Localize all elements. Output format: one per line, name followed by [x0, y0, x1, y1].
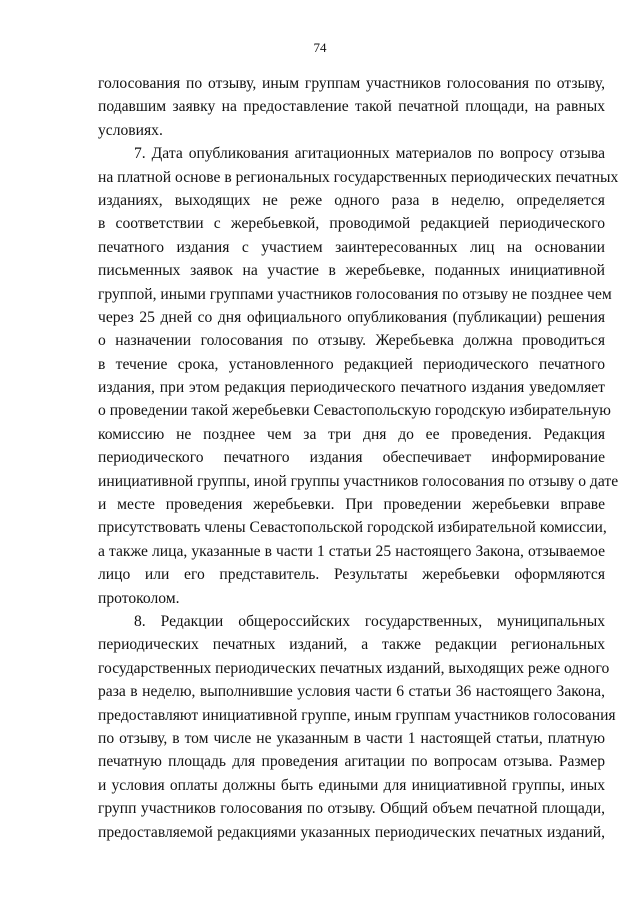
- text-line: государственных периодических печатных изданий, выходящих реже одного: [98, 659, 610, 677]
- text-line: комиссию не позднее чем за три дня до ее проведения. Редакция: [98, 425, 605, 443]
- page-number: 74: [313, 40, 327, 55]
- text-line: голосования по отзыву, иным группам участников голосования по отзыву,: [98, 75, 605, 92]
- text-line: инициативной группы, иной группы участников голосования по отзыву о дате: [98, 472, 619, 490]
- text-line: и условия оплаты должны быть едиными для инициативной группы, иных: [98, 776, 605, 794]
- text-line: групп участников голосования по отзыву. Общий объем печатной площади,: [98, 800, 605, 818]
- text-line: протоколом.: [98, 589, 180, 607]
- text-line: периодических печатных изданий, а также редакции региональных: [98, 636, 605, 654]
- text-line: периодического печатного издания обеспечивает информирование: [98, 449, 605, 467]
- text-line: и месте проведения жеребьевки. При проведении жеребьевки вправе: [98, 496, 605, 514]
- text-line: о проведении такой жеребьевки Севастопольскую городскую избирательную: [98, 402, 611, 420]
- text-line: письменных заявок на участие в жеребьевке, поданных инициативной: [98, 262, 605, 280]
- text-line: предоставляемой редакциями указанных периодических печатных изданий,: [98, 823, 605, 841]
- text-line: печатную площадь для проведения агитации по вопросам отзыва. Размер: [98, 753, 605, 771]
- text-line: в соответствии с жеребьевкой, проводимой редакцией периодического: [98, 215, 605, 233]
- text-line: подавшим заявку на предоставление такой печатной площади, на равных: [98, 98, 605, 116]
- text-line: группой, иными группами участников голосования по отзыву не позднее чем: [98, 285, 612, 303]
- body-text: [98, 72, 619, 844]
- text-line: печатного издания с участием заинтересованных лиц на основании: [98, 238, 605, 256]
- text-line: присутствовать члены Севастопольской городской избирательной комиссии,: [98, 519, 607, 537]
- text-line: через 25 дней со дня официального опубликования (публикации) решения: [98, 308, 605, 326]
- text-line: о назначении голосования по отзыву. Жеребьевка должна проводиться: [98, 332, 605, 350]
- text-line: 7. Дата опубликования агитационных материалов по вопросу отзыва: [134, 145, 605, 163]
- text-line: изданиях, выходящих не реже одного раза в неделю, определяется: [98, 191, 605, 209]
- text-line: лицо или его представитель. Результаты жеребьевки оформляются: [98, 566, 605, 584]
- text-line: по отзыву, в том числе не указанным в части 1 настоящей статьи, платную: [98, 729, 605, 747]
- text-line: предоставляют инициативной группе, иным группам участников голосования: [98, 706, 616, 724]
- text-line: а также лица, указанные в части 1 статьи 25 настоящего Закона, отзываемое: [98, 542, 605, 560]
- text-line: раза в неделю, выполнившие условия части 6 статьи 36 настоящего Закона,: [98, 683, 605, 701]
- text-line: на платной основе в региональных государственных периодических печатных: [98, 168, 619, 186]
- text-line: в течение срока, установленного редакцией периодического печатного: [98, 355, 605, 373]
- text-line: 8. Редакции общероссийских государственных, муниципальных: [134, 612, 605, 630]
- text-line: издания, при этом редакция периодического печатного издания уведомляет: [98, 379, 605, 397]
- text-line: условиях.: [98, 121, 163, 139]
